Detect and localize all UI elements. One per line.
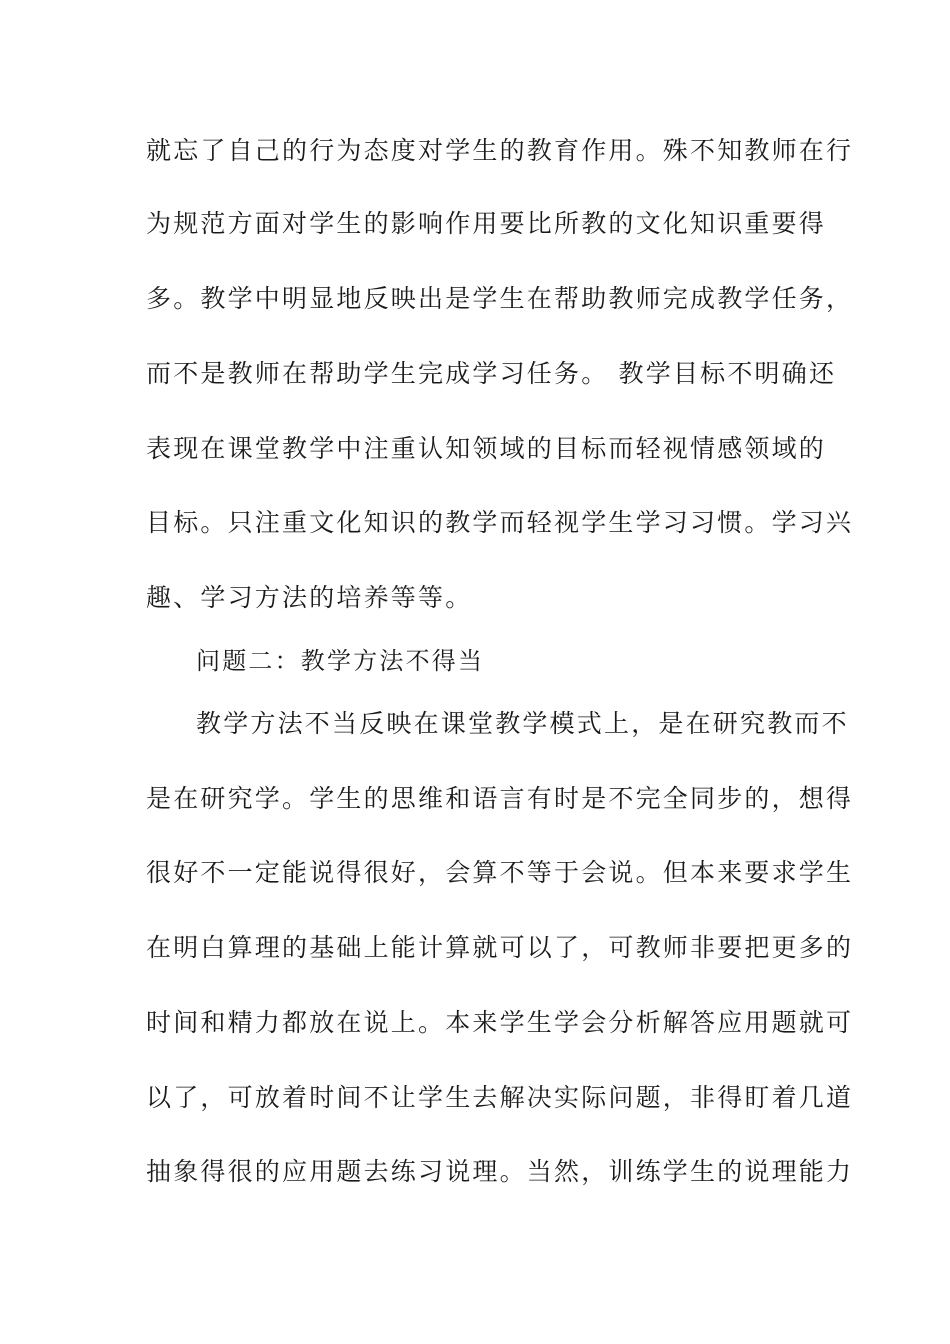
paragraph-line: 为规范方面对学生的影响作用要比所教的文化知识重要得 <box>146 209 827 238</box>
paragraph-line: 教学方法不当反映在课堂教学模式上，是在研究教而不 <box>196 709 849 738</box>
paragraph-line: 是在研究学。学生的思维和语言有时是不完全同步的，想得 <box>146 784 854 813</box>
paragraph-line: 而不是教师在帮助学生完成学习任务。 教学目标不明确还 <box>146 359 837 388</box>
paragraph-line: 在明白算理的基础上能计算就可以了，可教师非要把更多的 <box>146 933 854 962</box>
paragraph-line: 以了，可放着时间不让学生去解决实际问题，非得盯着几道 <box>146 1083 854 1112</box>
paragraph-line: 就忘了自己的行为态度对学生的教育作用。殊不知教师在行 <box>146 136 854 165</box>
paragraph-line: 抽象得很的应用题去练习说理。当然，训练学生的说理能力 <box>146 1157 854 1186</box>
paragraph-line: 多。教学中明显地反映出是学生在帮助教师完成教学任务， <box>146 284 854 313</box>
paragraph-line: 目标。只注重文化知识的教学而轻视学生学习习惯。学习兴 <box>146 508 854 537</box>
paragraph-line: 很好不一定能说得很好，会算不等于会说。但本来要求学生 <box>146 858 854 887</box>
paragraph-line: 时间和精力都放在说上。本来学生学会分析解答应用题就可 <box>146 1008 854 1037</box>
section-heading: 问题二：教学方法不得当 <box>196 647 485 675</box>
paragraph-line: 趣、学习方法的培养等等。 <box>146 583 473 612</box>
paragraph-line: 表现在课堂教学中注重认知领域的目标而轻视情感领域的 <box>146 434 827 463</box>
